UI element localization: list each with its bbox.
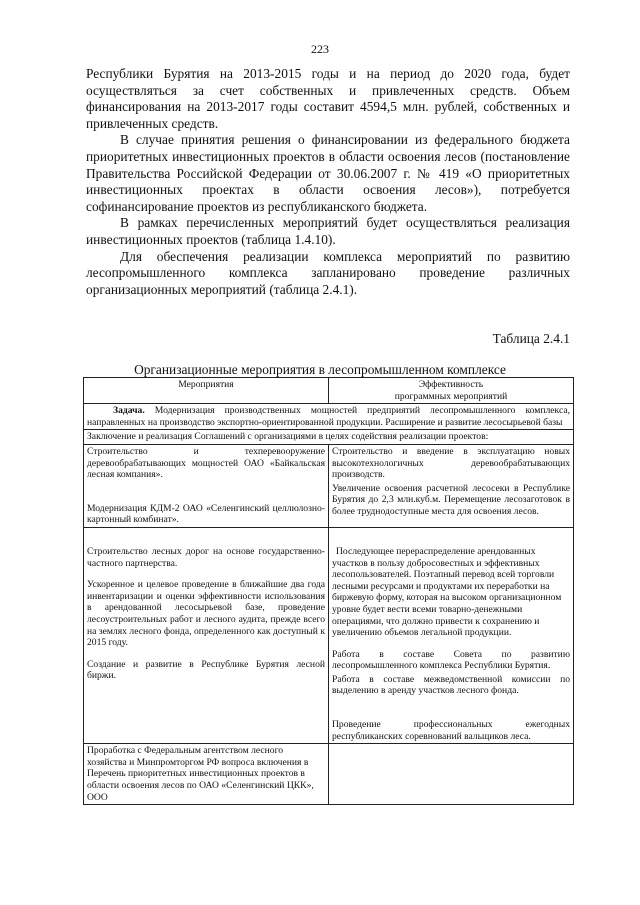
task-row — [84, 404, 574, 430]
agreements-row — [84, 430, 574, 445]
efficiency-cell — [329, 527, 574, 743]
header-efficiency-line1: Эффективность — [418, 379, 484, 390]
task-text: Модернизация производственных мощностей предприятий лесопромышленного комплекса, направленных на производство экспортно-ориентированной продукции. Расширение и развитие лесосырьевой базы — [87, 405, 570, 428]
measure-item: Проработка с Федеральным агентством лесного хозяйства и Минпромторгом РФ вопроса включения в Перечень приоритетных инвестиционных проектов в области освоения лесов по ОАО «Селенгинский ЦКК», ООО — [87, 745, 314, 803]
measure-item: Модернизация КДМ-2 ОАО «Селенгинский целлюлозно-картонный комбинат». — [87, 502, 325, 526]
measure-item: Создание и развитие в Республике Бурятия лесной биржи. — [87, 658, 325, 682]
table-header-row — [84, 378, 574, 404]
table-title: Организационные мероприятия в лесопромышленном комплексе — [134, 362, 506, 377]
measure-cell — [84, 444, 329, 527]
efficiency-item: Работа в составе Совета по развитию лесопромышленного комплекса Республики Бурятия. — [332, 648, 570, 672]
table-row — [84, 527, 574, 743]
agreements-cell: Заключение и реализация Соглашений с организациями в целях содействия реализации проектов: — [84, 430, 574, 445]
efficiency-cell — [329, 444, 574, 527]
measure-item: Ускоренное и целевое проведение в ближайшие два года инвентаризации и оценки эффективности использования в арендованной лесосырьевой базе, проведение лесоустроительных работ и лесного аудита, прежде всего на землях лесного фонда, определенного как доступный к 2015 году. — [87, 579, 325, 649]
table-label: Таблица 2.4.1 — [492, 331, 570, 346]
task-cell — [84, 404, 574, 430]
body-text — [86, 66, 570, 298]
efficiency-item: Проведение профессиональных ежегодных республиканских соревнований вальщиков леса. — [332, 719, 570, 742]
measures-table — [83, 377, 574, 805]
task-label: Задача. — [113, 405, 145, 417]
paragraph-financing: Республики Бурятия на 2013-2015 годы и на период до 2020 года, будет осуществляться за счет собственных и привлеченных средств. Объем финансирования на 2013-2017 годы составит 4594,5 млн. рублей, собственных и привлеченных средств. — [86, 66, 570, 131]
measure-item: Строительство и техперевооружение деревообрабатывающих мощностей ОАО «Байкальская лесная компания». — [87, 445, 325, 481]
header-measures: Мероприятия — [84, 378, 329, 404]
paragraph-organizational-measures: Для обеспечения реализации комплекса мероприятий по развитию лесопромышленного комплекса запланировано проведение различных организационных мероприятий (таблица 2.4.1). — [86, 248, 570, 297]
paragraph-investment-projects: В рамках перечисленных мероприятий будет осуществляться реализация инвестиционных проектов (таблица 1.4.10). — [86, 215, 570, 247]
table-row — [84, 444, 574, 527]
efficiency-cell-empty — [329, 744, 574, 805]
efficiency-item: Работа в составе межведомственной комиссии по выделению в аренду участков лесного фонда. — [332, 673, 570, 697]
efficiency-item: Последующее перераспределение арендованных участков в пользу добросовестных и эффективных лесопользователей. Поэтапный перевод всей торговли лесными ресурсами и продуктами их переработки на биржевую форму, которая на высоком организационном уровне будет вести всеми товарно-денежными операциями, что должно привести к сохранению и увеличению объемов легальной продукции. — [332, 545, 562, 639]
header-efficiency — [329, 378, 574, 404]
measure-cell — [84, 527, 329, 743]
measure-item: Строительство лесных дорог на основе государственно-частного партнерства. — [87, 545, 325, 569]
page-number: 223 — [311, 42, 329, 56]
table-row — [84, 744, 574, 805]
header-efficiency-line2: программных мероприятий — [394, 390, 508, 402]
paragraph-federal-budget: В случае принятия решения о финансировании из федерального бюджета приоритетных инвестиционных проектов в области освоения лесов (постановление Правительства Российской Федерации от 30.06.2007 г. № 419 «О приоритетных инвестиционных проектах в области освоения лесов»), потребуется софинансирование проектов из республиканского бюджета. — [86, 132, 570, 214]
measure-cell — [84, 744, 329, 805]
efficiency-item: Увеличение освоения расчетной лесосеки в Республике Бурятия до 2,3 млн.куб.м. Перемещение лесозаготовок в более труднодоступные места для освоения лесов. — [332, 482, 570, 517]
efficiency-item: Строительство и введение в эксплуатацию новых высокотехнологичных деревообрабатывающих производств. — [332, 445, 570, 481]
